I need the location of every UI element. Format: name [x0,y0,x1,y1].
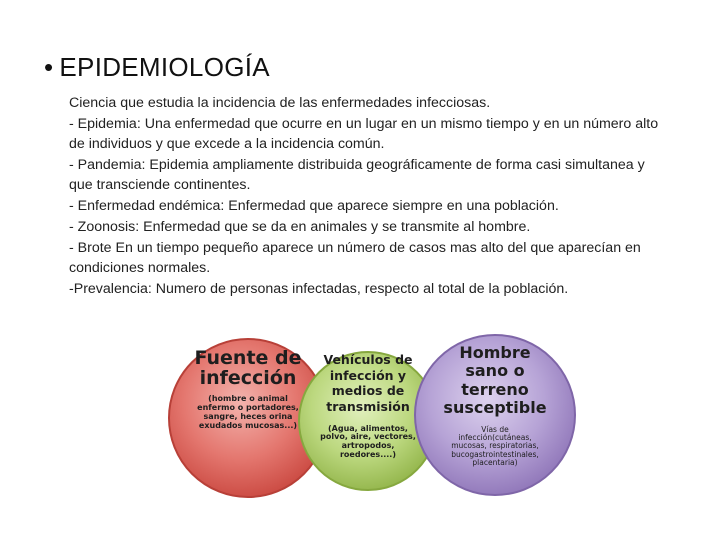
hombre-subtitle: Vías de infección(cutáneas, mucosas, respiratorias, bucogastrointestinales, placentaria) [451,424,539,468]
slide-title [44,52,270,83]
title-text: EPIDEMIOLOGÍA [59,52,270,82]
definition-brote: - Brote En un tiempo pequeño aparece un número de casos mas alto del que aparecían en condiciones normales. [69,240,641,276]
circle-fuente-text [188,349,308,431]
vehiculos-title: Vehículos de infección y medios de transmisión [323,352,413,414]
definition-prevalencia: -Prevalencia: Numero de personas infectadas, respecto al total de la población. [69,281,569,297]
intro-paragraph: Ciencia que estudia la incidencia de las enfermedades infecciosas. [69,95,491,111]
circle-vehiculos-text [314,352,422,460]
vehiculos-subtitle: (Agua, alimentos, polvo, aire, vectores, artropodos, roedores....) [320,423,416,460]
circle-hombre-text [440,344,550,468]
fuente-subtitle: (hombre o animal enfermo o portadores, sangre, heces orina exudados mucosas...) [197,393,299,430]
fuente-title: Fuente de infección [194,347,302,389]
hombre-title: Hombre sano o terreno susceptible [443,343,547,418]
epidemiological-chain-diagram [168,332,583,504]
title-bullet: • [44,52,54,82]
definition-zoonosis: - Zoonosis: Enfermedad que se da en animales y se transmite al hombre. [69,219,531,235]
definition-endemica: - Enfermedad endémica: Enfermedad que aparece siempre en una población. [69,198,559,214]
definition-pandemia: - Pandemia: Epidemia ampliamente distribuida geográficamente de forma casi simultanea y que transciende continentes. [69,157,645,193]
definition-epidemia: - Epidemia: Una enfermedad que ocurre en un lugar en un mismo tiempo y en un número alto de individuos y que excede a la incidencia común. [69,116,659,152]
definitions-text [69,93,669,299]
